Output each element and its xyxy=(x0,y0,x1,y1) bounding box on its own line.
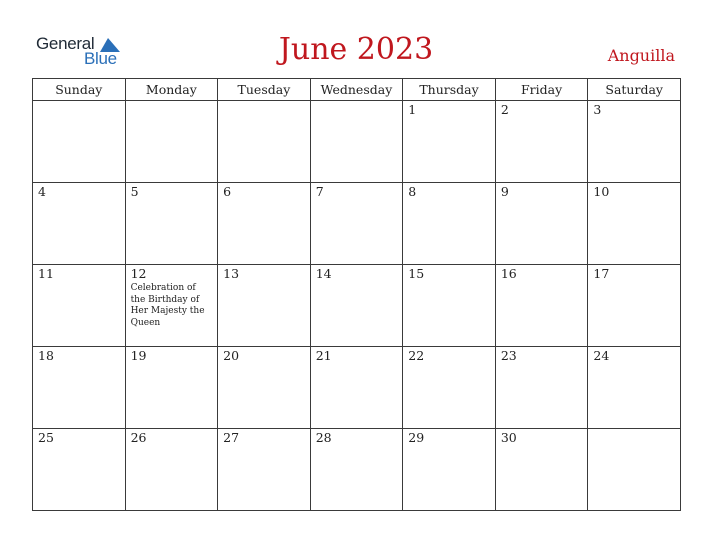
day-number: 9 xyxy=(500,184,509,199)
day-number: 16 xyxy=(500,266,517,281)
day-number: 1 xyxy=(408,102,417,117)
day-cell xyxy=(495,101,588,183)
day-cell xyxy=(588,429,681,511)
day-cell xyxy=(218,429,311,511)
day-cell xyxy=(403,347,496,429)
day-cell xyxy=(218,183,311,265)
day-number: 26 xyxy=(130,430,147,445)
day-cell xyxy=(125,429,218,511)
day-number: 4 xyxy=(38,184,46,199)
day-cell xyxy=(33,265,126,347)
day-cell xyxy=(310,429,403,511)
logo-text-blue: Blue xyxy=(84,49,117,68)
day-number: 10 xyxy=(593,184,610,199)
weekday-header: Wednesday xyxy=(310,79,403,101)
day-number: 13 xyxy=(223,266,240,281)
day-cell xyxy=(33,429,126,511)
day-number: 17 xyxy=(593,266,610,281)
day-cell xyxy=(588,183,681,265)
day-number: 3 xyxy=(593,102,602,117)
day-cell xyxy=(403,101,496,183)
day-number: 11 xyxy=(38,266,54,281)
day-cell xyxy=(310,101,403,183)
day-cell xyxy=(403,265,496,347)
calendar-title: June 2023 xyxy=(278,32,434,67)
day-cell xyxy=(310,347,403,429)
day-number: 28 xyxy=(315,430,332,445)
day-number: 29 xyxy=(408,430,425,445)
day-number: 19 xyxy=(130,348,147,363)
day-number: 23 xyxy=(500,348,517,363)
day-cell xyxy=(588,101,681,183)
day-cell xyxy=(495,347,588,429)
weekday-header: Saturday xyxy=(588,79,681,101)
weekday-header: Sunday xyxy=(33,79,126,101)
week-row xyxy=(33,347,681,429)
week-row xyxy=(33,429,681,511)
holiday-label: Celebration of the Birthday of Her Majesty the Queen xyxy=(130,283,205,328)
day-cell xyxy=(125,183,218,265)
weekday-header: Thursday xyxy=(403,79,496,101)
week-row xyxy=(33,183,681,265)
day-cell xyxy=(588,265,681,347)
day-number: 8 xyxy=(408,184,417,199)
day-number: 7 xyxy=(315,184,324,199)
day-number: 21 xyxy=(315,348,332,363)
day-cell xyxy=(125,101,218,183)
day-cell xyxy=(33,101,126,183)
day-number: 2 xyxy=(500,102,509,117)
day-number: 5 xyxy=(130,184,139,199)
day-cell xyxy=(403,183,496,265)
day-number: 22 xyxy=(408,348,425,363)
day-cell xyxy=(495,265,588,347)
day-number: 27 xyxy=(223,430,240,445)
day-number: 12 xyxy=(130,266,147,281)
day-number: 15 xyxy=(408,266,425,281)
day-cell xyxy=(495,429,588,511)
calendar-grid xyxy=(32,78,681,511)
day-number: 30 xyxy=(500,430,517,445)
weekday-header-row xyxy=(33,79,681,101)
day-cell xyxy=(310,183,403,265)
day-cell xyxy=(403,429,496,511)
logo-text-general: General xyxy=(36,34,95,53)
day-number: 25 xyxy=(38,430,54,445)
weekday-header: Friday xyxy=(495,79,588,101)
day-cell xyxy=(125,265,218,347)
day-cell xyxy=(218,101,311,183)
day-cell xyxy=(125,347,218,429)
day-number: 18 xyxy=(38,348,54,363)
day-cell xyxy=(495,183,588,265)
day-number: 20 xyxy=(223,348,240,363)
day-number: 6 xyxy=(223,184,232,199)
day-cell xyxy=(33,183,126,265)
country-name: Anguilla xyxy=(607,46,675,65)
day-number: 24 xyxy=(593,348,610,363)
day-cell xyxy=(33,347,126,429)
day-cell xyxy=(218,347,311,429)
day-number: 14 xyxy=(315,266,332,281)
week-row xyxy=(33,265,681,347)
weekday-header: Tuesday xyxy=(218,79,311,101)
weekday-header: Monday xyxy=(125,79,218,101)
day-cell xyxy=(310,265,403,347)
week-row xyxy=(33,101,681,183)
day-cell xyxy=(588,347,681,429)
day-cell xyxy=(218,265,311,347)
